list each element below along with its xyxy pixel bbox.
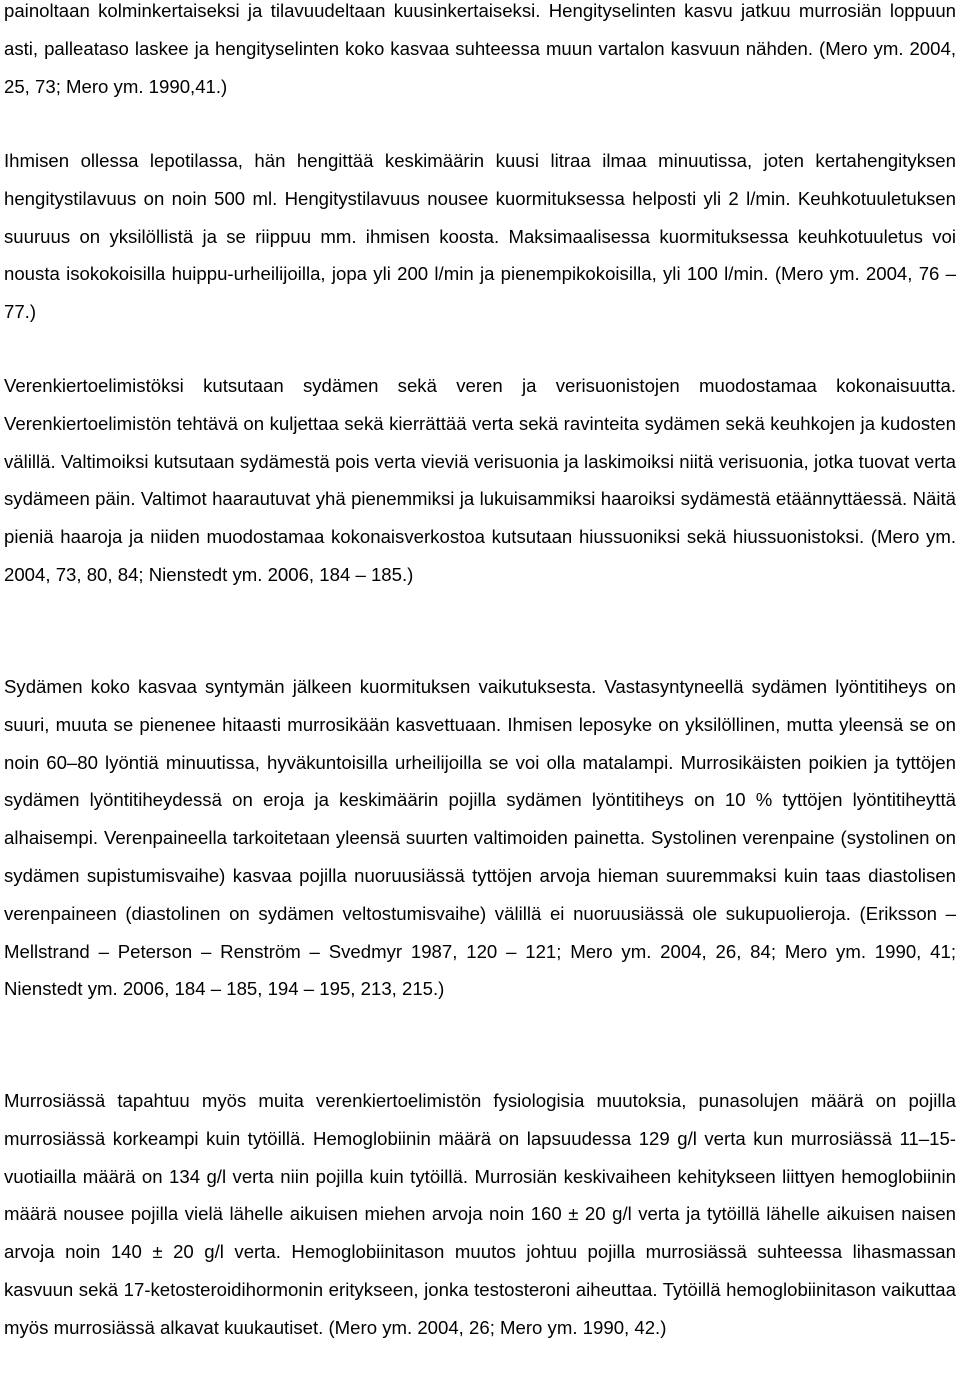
paragraph-heart-development: Sydämen koko kasvaa syntymän jälkeen kuormituksen vaikutuksesta. Vastasyntyneellä sydämen lyöntitiheys on suuri, muuta se pienenee hitaasti murrosikään kasvettuaan. Ihmisen leposyke on yksilöllinen, mutta yleensä se on noin 60–80 lyöntiä minuutissa, hyväkuntoisilla urheilijoilla se voi olla matalampi. Murrosikäisten poikien ja tyttöjen sydämen lyöntitiheydessä on eroja ja keskimäärin pojilla sydämen lyöntitiheys on 10 % tyttöjen lyöntitiheyttä alhaisempi. Verenpaineella tarkoitetaan yleensä suurten valtimoiden painetta. Systolinen verenpaine (systolinen on sydämen supistumisvaihe) kasvaa pojilla nuoruusiässä tyttöjen arvoja hieman suuremmaksi kuin taas diastolisen verenpaineen (diastolinen on sydämen veltostumisvaihe) välillä ei nuoruusiässä ole sukupuolieroja. (Eriksson – Mellstrand – Peterson – Renström – Svedmyr 1987, 120 – 121; Mero ym. 2004, 26, 84; Mero ym. 1990, 41; Nienstedt ym. 2006, 184 – 185, 194 – 195, 213, 215.) — [4, 676, 956, 1000]
paragraph-circulatory-system: Verenkiertoelimistöksi kutsutaan sydämen sekä veren ja verisuonistojen muodostamaa kokonaisuutta. Verenkiertoelimistön tehtävä on kuljettaa sekä kierrättää verta sekä ravinteita sydämen sekä keuhkojen ja kudosten välillä. Valtimoiksi kutsutaan sydämestä pois verta vieviä verisuonia ja laskimoiksi niitä verisuonia, jotka tuovat verta sydämeen päin. Valtimot haarautuvat yhä pienemmiksi ja lukuisammiksi haaroiksi sydämestä etäännyttäessä. Näitä pieniä haaroja ja niiden muodostamaa kokonaisverkostoa kutsutaan hiussuoniksi sekä hiussuonistoksi. (Mero ym. 2004, 73, 80, 84; Nienstedt ym. 2006, 184 – 185.) — [4, 375, 956, 585]
paragraph-hemoglobin-changes: Murrosiässä tapahtuu myös muita verenkiertoelimistön fysiologisia muutoksia, punasolujen määrä on pojilla murrosiässä korkeampi kuin tytöillä. Hemoglobiinin määrä on lapsuudessa 129 g/l verta kun murrosiässä 11–15-vuotiailla määrä on 134 g/l verta niin pojilla kuin tytöillä. Murrosiän keskivaiheen kehitykseen liittyen hemoglobiinin määrä nousee pojilla vielä lähelle aikuisen miehen arvoja noin 160 ± 20 g/l verta ja tytöillä lähelle aikuisen naisen arvoja noin 140 ± 20 g/l verta. Hemoglobiinitason muutos johtuu pojilla murrosiässä suhteessa lihasmassan kasvuun sekä 17-ketosteroidihormonin eritykseen, jonka testosteroni aiheuttaa. Tytöillä hemoglobiinitason vaikuttaa myös murrosiässä alkavat kuukautiset. (Mero ym. 2004, 26; Mero ym. 1990, 42.) — [4, 1090, 956, 1338]
paragraph-breathing-volume: Ihmisen ollessa lepotilassa, hän hengittää keskimäärin kuusi litraa ilmaa minuutissa, joten kertahengityksen hengitystilavuus on noin 500 ml. Hengitystilavuus nousee kuormituksessa helposti yli 2 l/min. Keuhkotuuletuksen suuruus on yksilöllistä ja se riippuu mm. ihmisen koosta. Maksimaalisessa kuormituksessa keuhkotuuletus voi nousta isokokoisilla huippu-urheilijoilla, jopa yli 200 l/min ja pienempikokoisilla, yli 100 l/min. (Mero ym. 2004, 76 – 77.) — [4, 150, 956, 323]
paragraph-respiratory-growth: painoltaan kolminkertaiseksi ja tilavuudeltaan kuusinkertaiseksi. Hengityselinten kasvu jatkuu murrosiän loppuun asti, palleataso laskee ja hengityselinten koko kasvaa suhteessa muun vartalon kasvuun nähden. (Mero ym. 2004, 25, 73; Mero ym. 1990,41.) — [4, 0, 956, 97]
